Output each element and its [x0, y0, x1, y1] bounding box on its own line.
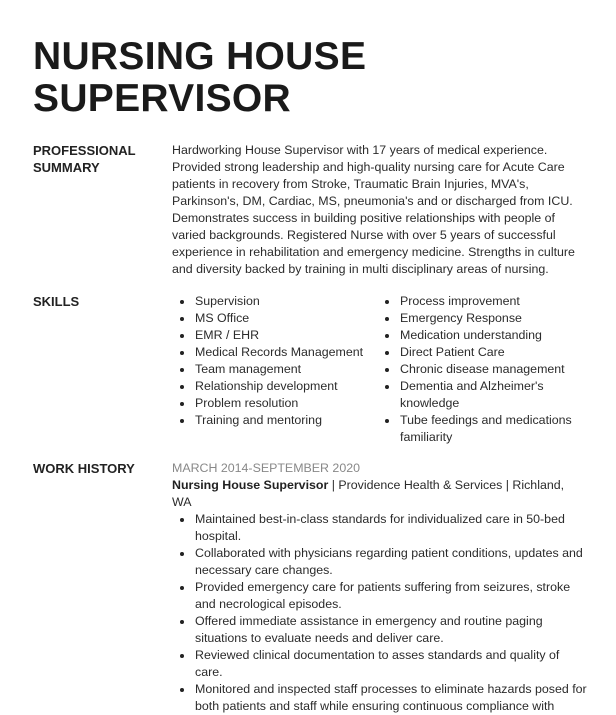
skills-list-left [172, 293, 377, 446]
skills-list-right [377, 293, 585, 446]
job-employer-location: | Providence Health & Services | Richland, WA [172, 478, 565, 509]
skill-item: Chronic disease management [400, 361, 585, 378]
summary-text: Hardworking House Supervisor with 17 years of medical experience. Provided strong leadership and high-quality nursing care for Acute Care patients in recovery from Stroke, Traumatic Brain Injuries, MVA's, Parkinson's, DM, Cardiac, MS, pneumonia's and or discharged from ICU. Demonstrates success in building positive relationships with people of varied backgrounds. Registered Nurse with over 5 years of successful experience in rehabilitation and emergency medicine. Strengths in culture and diversity backed by training in multi disciplinary areas of nursing. [172, 143, 575, 276]
section-label: WORK HISTORY [33, 461, 135, 476]
section-label: PROFESSIONAL SUMMARY [33, 143, 136, 175]
skill-item: Direct Patient Care [400, 344, 585, 361]
skill-item: Supervision [195, 293, 377, 310]
section-label: SKILLS [33, 294, 80, 309]
job-duty: Provided emergency care for patients suffering from seizures, stroke and necrological episodes. [195, 579, 590, 613]
job-dates: MARCH 2014-SEPTEMBER 2020 [172, 461, 360, 475]
skill-item: EMR / EHR [195, 327, 377, 344]
work-history-section [33, 460, 593, 715]
skill-item: Emergency Response [400, 310, 585, 327]
skill-item: Process improvement [400, 293, 585, 310]
skill-item: MS Office [195, 310, 377, 327]
job-title: Nursing House Supervisor [172, 478, 329, 492]
title-line: NURSING HOUSE [33, 35, 367, 78]
job-heading [172, 477, 584, 511]
skill-item: Relationship development [195, 378, 377, 395]
job-duty: Collaborated with physicians regarding patient conditions, updates and necessary care changes. [195, 545, 590, 579]
skill-item: Tube feedings and medications familiarity [400, 412, 585, 446]
job-duty: Offered immediate assistance in emergency and routine paging situations to evaluate needs and deliver care. [195, 613, 590, 647]
skill-item: Problem resolution [195, 395, 377, 412]
title-line: SUPERVISOR [33, 77, 292, 120]
skill-item: Training and mentoring [195, 412, 377, 429]
skill-item: Medication understanding [400, 327, 585, 344]
skill-item: Dementia and Alzheimer's knowledge [400, 378, 585, 412]
job-duty: Monitored and inspected staff processes to eliminate hazards posed for both patients and staff while ensuring continuous compliance with [195, 681, 590, 715]
resume-title [33, 36, 366, 120]
job-duties-list [172, 511, 590, 715]
skill-item: Medical Records Management [195, 344, 377, 361]
job-duty: Maintained best-in-class standards for individualized care in 50-bed hospital. [195, 511, 590, 545]
skills-section [33, 293, 593, 446]
skill-item: Team management [195, 361, 377, 378]
professional-summary-section [33, 142, 593, 278]
job-duty: Reviewed clinical documentation to asses standards and quality of care. [195, 647, 590, 681]
